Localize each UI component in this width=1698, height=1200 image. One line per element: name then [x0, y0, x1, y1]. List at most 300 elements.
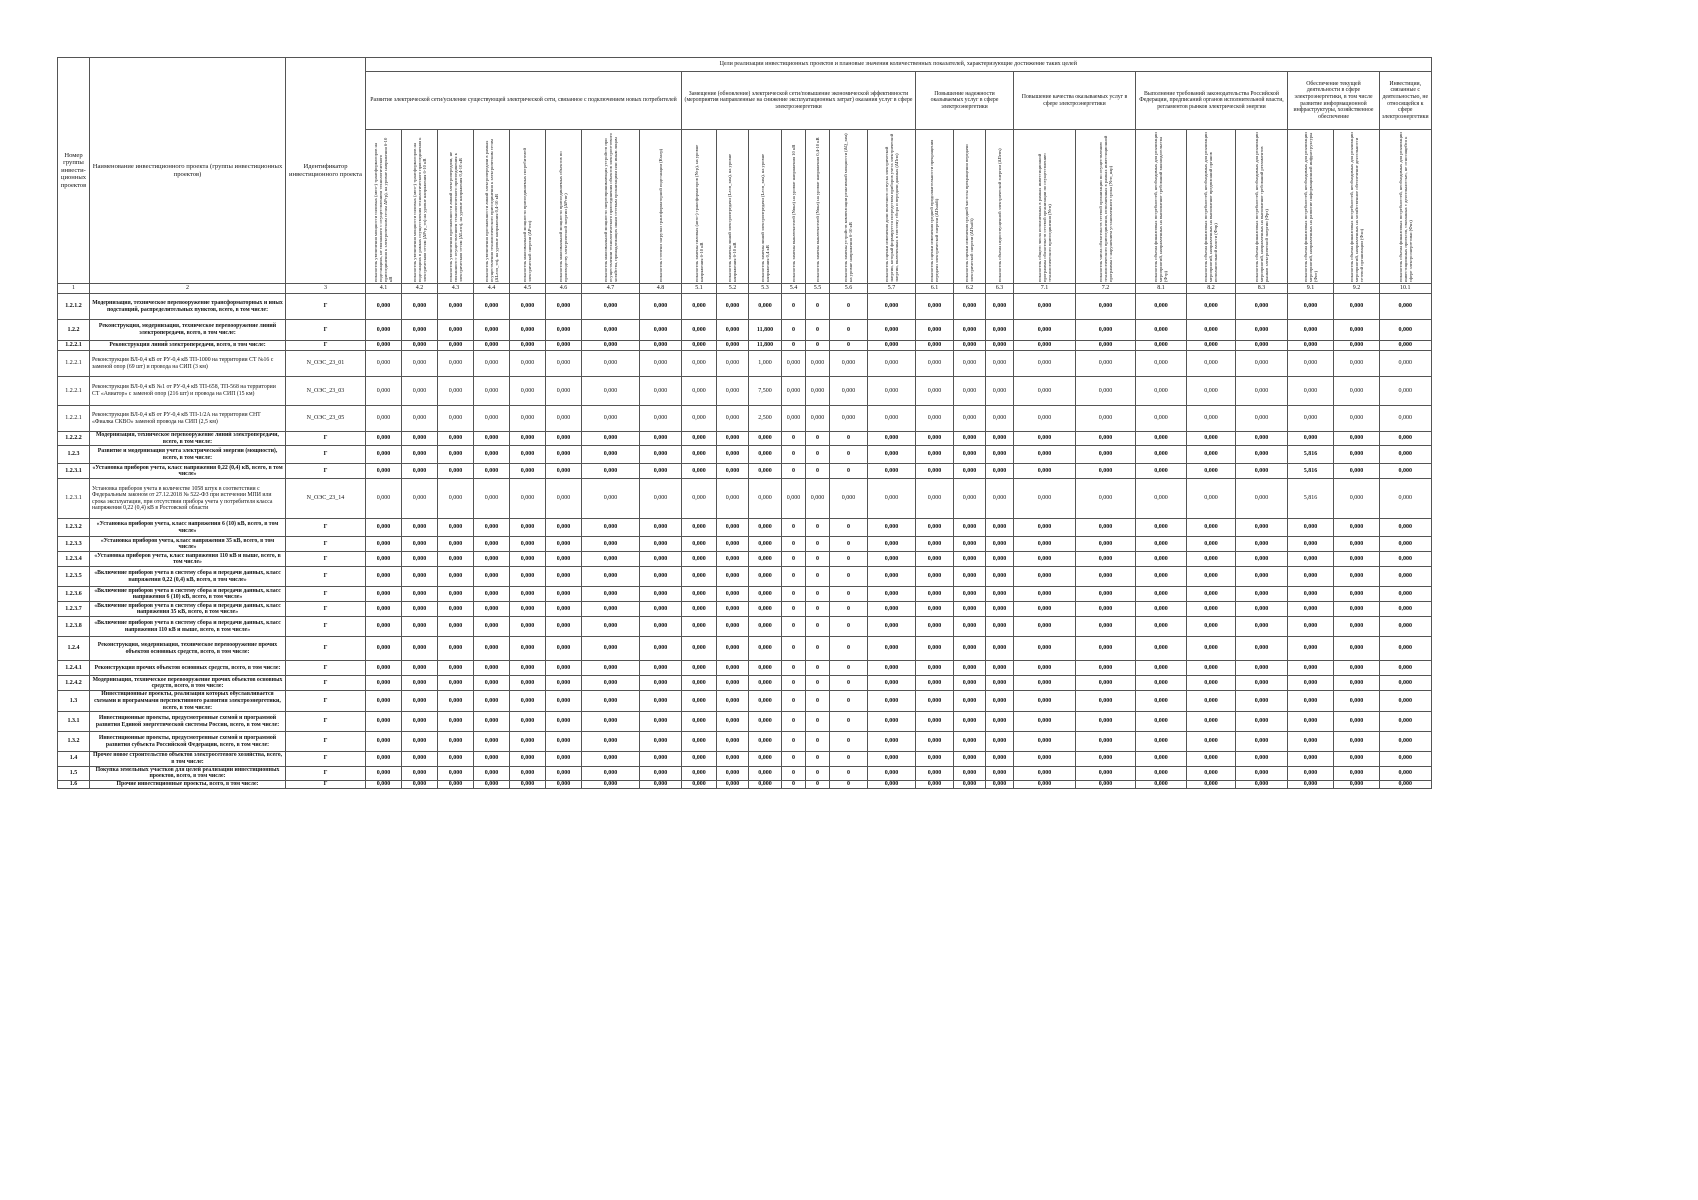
indicator-value: 0,000 [1380, 464, 1432, 479]
indicator-value: 0,000 [1136, 752, 1187, 766]
indicator-value: 0,000 [402, 552, 438, 567]
indicator-value: 0,000 [1236, 780, 1288, 788]
indicator-value: 0,000 [640, 691, 682, 712]
indicator-value: 0,000 [986, 691, 1014, 712]
table-row [58, 661, 1432, 676]
indicator-value: 0 [806, 617, 830, 637]
indicator-value: 0,000 [1136, 766, 1187, 780]
indicator-value: 0,000 [868, 617, 916, 637]
table-row [58, 732, 1432, 752]
indicator-value: 0,000 [1288, 766, 1334, 780]
indicator-value: 0,000 [1288, 676, 1334, 691]
indicator-value: 0,000 [717, 752, 749, 766]
group-header: Повышение качества оказываемых услуг в сфере электроэнергетики [1014, 72, 1136, 130]
indicator-value: 0,000 [438, 432, 474, 446]
table-row [58, 780, 1432, 788]
indicator-header [782, 130, 806, 284]
row-number: 1.5 [58, 766, 90, 780]
project-name: Установка приборов учета в количестве 1058 штук в соответствии с Федеральным законом от 27.12.2018 № 522-ФЗ при истечении МПИ или срока эксплуатации, при отсутствии прибора учета у потребителя класса напряжения 0,22 (0,4) кВ в Ростовской области [90, 479, 286, 519]
column-number: 10.1 [1380, 284, 1432, 294]
indicator-value: 0,000 [1288, 637, 1334, 661]
indicator-value: 0,000 [1076, 537, 1136, 552]
indicator-value: 0,000 [954, 519, 986, 537]
indicator-value: 0,000 [1380, 617, 1432, 637]
indicator-value: 0,000 [546, 617, 582, 637]
indicator-value: 0,000 [1187, 691, 1236, 712]
indicator-value: 0,000 [682, 341, 717, 351]
indicator-value: 0,000 [1236, 691, 1288, 712]
indicator-value: 0 [830, 552, 868, 567]
indicator-value: 0,000 [986, 446, 1014, 464]
id-header: Идентификатор инвестиционного проекта [286, 58, 366, 284]
indicator-value: 0,000 [402, 294, 438, 320]
indicator-value: 0,000 [474, 294, 510, 320]
indicator-value: 0,000 [1380, 780, 1432, 788]
column-number: 7.1 [1014, 284, 1076, 294]
indicator-value: 0,000 [954, 294, 986, 320]
indicator-value: 0,000 [749, 617, 782, 637]
indicator-value: 0,000 [366, 341, 402, 351]
indicator-header [1380, 130, 1432, 284]
indicator-value: 0,000 [1187, 294, 1236, 320]
indicator-value: 0,000 [366, 537, 402, 552]
indicator-value: 0,000 [402, 377, 438, 406]
indicator-value: 0,000 [1236, 341, 1288, 351]
column-number: 4.3 [438, 284, 474, 294]
table-row [58, 432, 1432, 446]
indicator-value: 0,000 [510, 377, 546, 406]
indicator-value: 0,000 [1380, 406, 1432, 432]
column-number: 6.2 [954, 284, 986, 294]
indicator-value: 0,000 [640, 676, 682, 691]
indicator-value: 0,000 [916, 676, 954, 691]
indicator-value: 0,000 [868, 519, 916, 537]
indicator-header-label: показатель замены линий электропередачи (Lлэп_зам), на уровне напряжения 6-10 кВ [727, 153, 738, 282]
indicator-value: 0,000 [1076, 602, 1136, 617]
indicator-value: 0,000 [1187, 780, 1236, 788]
indicator-value: 0,000 [954, 320, 986, 341]
indicator-value: 0,000 [546, 766, 582, 780]
indicator-value: 0,000 [1334, 637, 1380, 661]
indicator-value: 0,000 [438, 766, 474, 780]
indicator-value: 0,000 [510, 432, 546, 446]
project-id: N_ОЭС_23_01 [286, 351, 366, 377]
indicator-value: 0,000 [682, 377, 717, 406]
project-name: Инвестиционные проекты, предусмотренные схемой и программой развития Единой энергетической системы России, всего, в том числе: [90, 712, 286, 732]
project-id: Г [286, 766, 366, 780]
indicator-value: 0,000 [474, 432, 510, 446]
indicator-value: 0,000 [1076, 406, 1136, 432]
indicator-value: 0,000 [1334, 661, 1380, 676]
indicator-value: 0,000 [682, 552, 717, 567]
indicator-value: 0,000 [1014, 732, 1076, 752]
table-row [58, 637, 1432, 661]
indicator-value: 0,000 [1014, 617, 1076, 637]
indicator-value: 0,000 [438, 320, 474, 341]
indicator-value: 0,000 [717, 406, 749, 432]
indicator-value: 0,000 [749, 464, 782, 479]
indicator-value: 0,000 [582, 537, 640, 552]
indicator-value: 0,000 [438, 464, 474, 479]
indicator-value: 0,000 [438, 294, 474, 320]
indicator-value: 0,000 [868, 351, 916, 377]
indicator-value: 0,000 [640, 587, 682, 602]
indicator-value: 0,000 [510, 406, 546, 432]
indicator-value: 0,000 [682, 446, 717, 464]
indicator-value: 0,000 [986, 320, 1014, 341]
indicator-value: 0 [806, 780, 830, 788]
row-number: 1.6 [58, 780, 90, 788]
indicator-value: 0,000 [366, 732, 402, 752]
indicator-value: 0,000 [868, 637, 916, 661]
project-id: N_ОЭС_23_05 [286, 406, 366, 432]
indicator-value: 0,000 [582, 479, 640, 519]
indicator-value: 0,000 [640, 320, 682, 341]
indicator-value: 0,000 [1187, 766, 1236, 780]
indicator-value: 0,000 [1014, 637, 1076, 661]
indicator-value: 0,000 [682, 406, 717, 432]
row-number: 1.2.3.7 [58, 602, 90, 617]
indicator-value: 0,000 [1136, 432, 1187, 446]
row-number: 1.2.4 [58, 637, 90, 661]
indicator-value: 0,000 [986, 617, 1014, 637]
indicator-value: 0,000 [986, 341, 1014, 351]
indicator-header [749, 130, 782, 284]
indicator-value: 0,000 [916, 446, 954, 464]
project-name: Инвестиционные проекты, предусмотренные схемой и программой развития субъекта Российской Федерации, всего, в том числе: [90, 732, 286, 752]
indicator-value: 0,000 [510, 637, 546, 661]
indicator-value: 0,000 [1334, 676, 1380, 691]
row-number: 1.2.2.2 [58, 432, 90, 446]
indicator-value: 0,000 [366, 712, 402, 732]
indicator-value: 0,000 [749, 661, 782, 676]
indicator-value: 0,000 [546, 537, 582, 552]
indicator-value: 0,000 [954, 377, 986, 406]
indicator-value: 0,000 [546, 676, 582, 691]
indicator-value: 0,000 [868, 446, 916, 464]
indicator-value: 0,000 [640, 537, 682, 552]
indicator-value: 0,000 [582, 351, 640, 377]
indicator-value: 0,000 [438, 567, 474, 587]
indicator-value: 0 [830, 637, 868, 661]
row-number: 1.2.3.8 [58, 617, 90, 637]
indicator-value: 0,000 [402, 567, 438, 587]
indicator-value: 0,000 [916, 752, 954, 766]
indicator-value: 0,000 [1288, 432, 1334, 446]
indicator-value: 0,000 [474, 552, 510, 567]
table-row [58, 691, 1432, 712]
indicator-value: 0,000 [366, 294, 402, 320]
project-id: Г [286, 712, 366, 732]
indicator-value: 0,000 [954, 587, 986, 602]
indicator-value: 0,000 [749, 552, 782, 567]
indicator-value: 0,000 [682, 519, 717, 537]
indicator-value: 0,000 [582, 752, 640, 766]
indicator-value: 0,000 [510, 661, 546, 676]
indicator-value: 0,000 [402, 341, 438, 351]
indicator-value: 0,000 [717, 780, 749, 788]
indicator-value: 0,000 [682, 732, 717, 752]
indicator-value: 0,000 [582, 406, 640, 432]
indicator-value: 0 [830, 294, 868, 320]
indicator-value: 0,000 [1380, 691, 1432, 712]
indicator-value: 0,000 [474, 320, 510, 341]
indicator-value: 0,000 [1187, 537, 1236, 552]
indicator-value: 0,000 [1236, 351, 1288, 377]
indicator-value: 0,000 [682, 537, 717, 552]
indicator-value: 0,000 [682, 752, 717, 766]
indicator-value: 0,000 [1076, 691, 1136, 712]
indicator-value: 0 [830, 752, 868, 766]
project-name: Модернизация, техническое перевооружение прочих объектов основных средств, всего, в том числе: [90, 676, 286, 691]
indicator-value: 0,000 [717, 567, 749, 587]
indicator-value: 0,000 [916, 406, 954, 432]
indicator-header-label: показатель замены выключателей (Nвкл) на уровне напряжения 10 кВ [790, 144, 796, 282]
table-row [58, 377, 1432, 406]
indicator-value: 0 [782, 587, 806, 602]
column-number: 5.4 [782, 284, 806, 294]
indicator-value: 0,000 [438, 587, 474, 602]
indicator-value: 0,000 [1076, 341, 1136, 351]
indicator-value: 0,000 [546, 752, 582, 766]
indicator-value: 0,000 [1380, 446, 1432, 464]
indicator-value: 0,000 [1236, 537, 1288, 552]
indicator-value: 11,800 [749, 341, 782, 351]
indicator-value: 0,000 [1334, 406, 1380, 432]
indicator-value: 0,000 [1236, 567, 1288, 587]
indicator-value: 0,000 [916, 519, 954, 537]
indicator-value: 0,000 [1187, 406, 1236, 432]
indicator-value: 0,000 [474, 752, 510, 766]
indicator-value: 0,000 [1187, 479, 1236, 519]
project-id: Г [286, 602, 366, 617]
table-row [58, 351, 1432, 377]
indicator-value: 0,000 [640, 294, 682, 320]
investment-goals-table [57, 57, 1432, 789]
indicator-value: 0,000 [1334, 602, 1380, 617]
indicator-value: 0,000 [366, 676, 402, 691]
indicator-value: 0,000 [868, 780, 916, 788]
indicator-value: 0,000 [366, 351, 402, 377]
name-header: Наименование инвестиционного проекта (группы инвестиционных проектов) [90, 58, 286, 284]
indicator-header-label: показатель оценки изменения средней продолжительности прекращения передачи электрической энергии (ΔПsaidi) [929, 139, 940, 282]
project-name: «Включение приборов учета в систему сбора и передачи данных, класс напряжения 110 кВ и выше, всего, в том числе» [90, 617, 286, 637]
group-header: Развитие электрической сети/усиление существующей электрической сети, связанное с подключением новых потребителей [366, 72, 682, 130]
indicator-value: 0 [830, 691, 868, 712]
indicator-header [1136, 130, 1187, 284]
project-name: «Установка приборов учета, класс напряжения 110 кВ и выше, всего, в том числе» [90, 552, 286, 567]
indicator-value: 5,816 [1288, 464, 1334, 479]
column-number: 9.2 [1334, 284, 1380, 294]
indicator-value: 0,000 [1236, 676, 1288, 691]
indicator-value: 0,000 [402, 752, 438, 766]
indicator-value: 0,000 [1136, 351, 1187, 377]
indicator-value: 0,000 [402, 587, 438, 602]
indicator-value: 0,000 [830, 351, 868, 377]
indicator-value: 0,000 [868, 567, 916, 587]
indicator-value: 0 [806, 676, 830, 691]
indicator-value: 0,000 [1076, 464, 1136, 479]
indicator-value: 0,000 [510, 294, 546, 320]
indicator-value: 0,000 [1380, 537, 1432, 552]
indicator-header-label: показатель объема финансовых потребностей, необходимых для реализации мероприятий, направленных на хозяйственное обеспечение деятельности сетевой организации (Фхо) [1348, 132, 1365, 282]
indicator-header [1187, 130, 1236, 284]
indicator-value: 0,000 [1076, 377, 1136, 406]
indicator-value: 0,000 [1014, 406, 1076, 432]
indicator-value: 0,000 [1076, 661, 1136, 676]
indicator-value: 0,000 [510, 519, 546, 537]
indicator-value: 0 [830, 446, 868, 464]
indicator-value: 0,000 [717, 432, 749, 446]
indicator-value: 0,000 [916, 537, 954, 552]
indicator-value: 0,000 [868, 661, 916, 676]
project-name: Прочие инвестиционные проекты, всего, в том числе: [90, 780, 286, 788]
indicator-value: 0,000 [1334, 294, 1380, 320]
indicator-value: 0,000 [954, 479, 986, 519]
project-id: Г [286, 661, 366, 676]
indicator-value: 0,000 [640, 479, 682, 519]
indicator-value: 0,000 [474, 377, 510, 406]
indicator-value: 0,000 [868, 406, 916, 432]
indicator-value: 0,000 [366, 752, 402, 766]
indicator-value: 0,000 [1187, 432, 1236, 446]
indicator-value: 0,000 [1236, 752, 1288, 766]
indicator-value: 0,000 [868, 587, 916, 602]
indicator-value: 0,000 [682, 479, 717, 519]
indicator-value: 0,000 [1076, 519, 1136, 537]
indicator-value: 0,000 [546, 377, 582, 406]
indicator-value: 0,000 [1380, 637, 1432, 661]
indicator-value: 0,000 [402, 351, 438, 377]
indicator-value: 0,000 [640, 377, 682, 406]
indicator-value: 11,800 [749, 320, 782, 341]
indicator-value: 0,000 [986, 294, 1014, 320]
indicator-value: 0,000 [582, 464, 640, 479]
indicator-value: 0 [782, 341, 806, 351]
indicator-value: 0,000 [582, 617, 640, 637]
indicator-value: 0,000 [582, 637, 640, 661]
indicator-value: 0,000 [510, 780, 546, 788]
column-number: 1 [58, 284, 90, 294]
row-number: 1.2.3.3 [58, 537, 90, 552]
indicator-value: 0 [830, 732, 868, 752]
indicator-value: 0,000 [510, 602, 546, 617]
indicator-value: 0,000 [749, 519, 782, 537]
indicator-value: 5,816 [1288, 446, 1334, 464]
indicator-value: 0,000 [682, 351, 717, 377]
project-id: Г [286, 537, 366, 552]
row-number: 1.2.4.1 [58, 661, 90, 676]
column-number: 4.4 [474, 284, 510, 294]
indicator-header-label: показатель увеличения протяженности линий электропередачи, не связанного с осуществлением технологического присоединения к электрическим сетям (ΔLлэп), на уровне напряжения 0,4-10 кВ [447, 151, 464, 282]
project-name: «Включение приборов учета в систему сбора и передачи данных, класс напряжения 0,22 (0,4) кВ, всего, в том числе» [90, 567, 286, 587]
indicator-value: 0,000 [749, 637, 782, 661]
indicator-value: 0,000 [1014, 341, 1076, 351]
indicator-value: 0,000 [954, 432, 986, 446]
table-row [58, 406, 1432, 432]
report-sheet [57, 57, 1432, 789]
project-name: Модернизация, техническое перевооружение линий электропередачи, всего, в том числе: [90, 432, 286, 446]
indicator-header-label: показатель степени загрузки трансформаторной подстанции (Кзагр) [657, 148, 663, 282]
indicator-value: 0,000 [1380, 341, 1432, 351]
indicator-value: 0,000 [986, 479, 1014, 519]
indicator-value: 0,000 [582, 587, 640, 602]
indicator-value: 0,000 [546, 446, 582, 464]
indicator-value: 0 [806, 519, 830, 537]
indicator-value: 0,000 [717, 320, 749, 341]
table-row [58, 294, 1432, 320]
indicator-value: 0,000 [916, 341, 954, 351]
indicator-value: 0,000 [1236, 464, 1288, 479]
indicator-value: 0 [782, 552, 806, 567]
indicator-value: 0 [806, 552, 830, 567]
indicator-value: 0 [830, 519, 868, 537]
indicator-value: 0,000 [1380, 377, 1432, 406]
indicator-value: 0,000 [682, 602, 717, 617]
indicator-value: 0 [830, 432, 868, 446]
indicator-value: 0,000 [1076, 432, 1136, 446]
project-name: «Включение приборов учета в систему сбора и передачи данных, класс напряжения 6 (10) кВ, всего, в том числе» [90, 587, 286, 602]
indicator-value: 0,000 [986, 602, 1014, 617]
indicator-value: 2,500 [749, 406, 782, 432]
indicator-value: 0 [830, 617, 868, 637]
indicator-value: 0,000 [1187, 351, 1236, 377]
indicator-value: 0,000 [868, 464, 916, 479]
column-number: 6.3 [986, 284, 1014, 294]
indicator-value: 0 [830, 567, 868, 587]
indicator-value: 0,000 [402, 712, 438, 732]
indicator-value: 0,000 [474, 637, 510, 661]
indicator-value: 0,000 [1014, 479, 1076, 519]
indicator-value: 0,000 [582, 661, 640, 676]
indicator-value: 0,000 [438, 602, 474, 617]
indicator-value: 0,000 [438, 752, 474, 766]
indicator-value: 0,000 [402, 676, 438, 691]
indicator-header [954, 130, 986, 284]
indicator-value: 0,000 [366, 766, 402, 780]
indicator-value: 0,000 [749, 676, 782, 691]
indicator-value: 0 [806, 432, 830, 446]
indicator-value: 0,000 [582, 676, 640, 691]
indicator-value: 0,000 [640, 780, 682, 788]
indicator-header-label: показатель замены линий электропередачи (Lлэп_зам), на уровне напряжения 0,4 кВ [759, 153, 770, 282]
indicator-value: 0,000 [640, 712, 682, 732]
indicator-value: 0,000 [1380, 479, 1432, 519]
indicator-value: 0,000 [868, 479, 916, 519]
indicator-value: 0,000 [717, 552, 749, 567]
indicator-value: 0,000 [986, 567, 1014, 587]
indicator-value: 0,000 [1380, 661, 1432, 676]
indicator-value: 0,000 [868, 732, 916, 752]
indicator-value: 0,000 [510, 712, 546, 732]
indicator-value: 0,000 [1236, 406, 1288, 432]
indicator-value: 0 [782, 464, 806, 479]
indicator-value: 0,000 [402, 691, 438, 712]
indicator-value: 0,000 [438, 552, 474, 567]
indicator-header [717, 130, 749, 284]
row-number: 1.2.3.4 [58, 552, 90, 567]
group-header: Выполнение требований законодательства Российской Федерации, предписаний органов исполнительной власти, регламентов рынков электрической энергии [1136, 72, 1288, 130]
indicator-value: 0,000 [474, 479, 510, 519]
indicator-value: 0,000 [830, 377, 868, 406]
indicator-value: 0,000 [366, 432, 402, 446]
indicator-value: 0,000 [474, 732, 510, 752]
indicator-value: 0,000 [806, 479, 830, 519]
goals-header: Цели реализации инвестиционных проектов и плановые значения количественных показателей, характеризующие достижение таких целей [366, 58, 1432, 72]
indicator-value: 0,000 [954, 567, 986, 587]
indicator-value: 0,000 [640, 519, 682, 537]
indicator-value: 0,000 [868, 320, 916, 341]
